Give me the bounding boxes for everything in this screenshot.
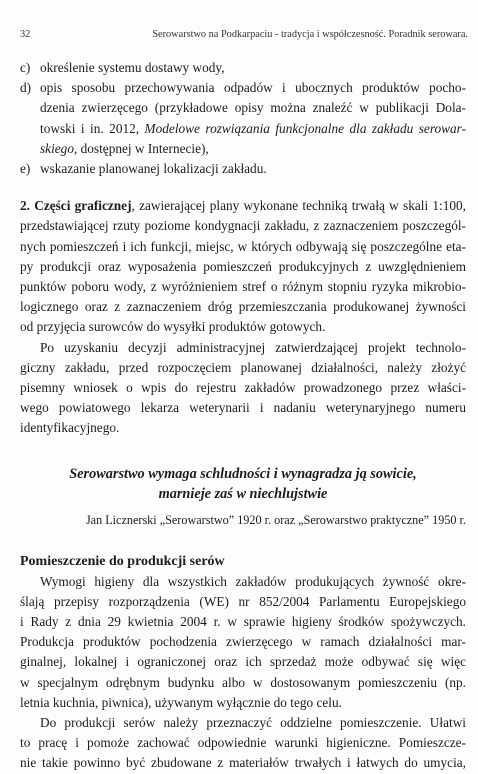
list-text: towski i in. 2012, <box>40 120 145 136</box>
paragraph-text: w specjalnym odrębnym budynku albo w dostosowanym pomieszczeniu (np. <box>20 674 466 690</box>
paragraph-text: to pracę i pomoże zachować odpowiednie warunki higieniczne. Pomieszcze- <box>20 735 466 751</box>
running-title: Serowarstwo na Podkarpaciu - tradycja i współczesność. Poradnik serowara. <box>152 29 468 40</box>
paragraph-text: i Rady z dnia 29 kwietnia 2004 r. w sprawie higieny środków spożywczych. <box>20 614 466 630</box>
list-item-c <box>20 58 466 78</box>
list-text: wskazanie planowanej lokalizacji zakładu. <box>40 161 267 177</box>
paragraph-text: identyfikacyjnego. <box>20 420 120 436</box>
paragraph-text: giczny zakładu, przed rozpoczęciem planowanej działalności, należy złożyć <box>20 359 466 375</box>
paragraph-text: , zawierającej plany wykonane techniką trwałą w skali 1:100, <box>131 198 466 214</box>
paragraph-text: py produkcji oraz wyposażenia pomieszczeń produkcyjnych z uwzględnieniem <box>20 258 466 274</box>
paragraph-text: Do produkcji serów należy przeznaczyć oddzielne pomieszczenie. Ułatwi <box>40 715 466 731</box>
paragraph-text: nych pomieszczeń i ich funkcji, miejsc, w których odbywają się poszczególne eta- <box>20 238 466 254</box>
paragraph-text: Wymogi higieny dla wszystkich zakładów produkujących żywność okre- <box>40 573 466 589</box>
paragraph-text: pisemny wniosek o wpis do rejestru zakładów prowadzonego przez właści- <box>20 380 466 396</box>
publication-title: skiego <box>40 140 74 156</box>
paragraph-text: logicznego oraz z zaznaczeniem dróg przemieszczania produkowanej żywności <box>20 299 466 315</box>
list-item-e <box>20 159 466 179</box>
section-paragraph-2 <box>20 713 466 774</box>
paragraph-text: ginalnej, lokalnej i ograniczonej oraz ich sprzedaż może odbywać się więc <box>20 654 466 670</box>
section-heading: Pomieszczenie do produkcji serów <box>20 553 225 569</box>
paragraph-text: punktów poboru wody, z wyróżnieniem stref o różnym stopniu ryzyka mikrobio- <box>20 279 466 295</box>
quote-line: marnieje zaś w niechlujstwie <box>158 485 328 502</box>
list-label: d) <box>20 80 32 96</box>
paragraph-text: Po uzyskaniu decyzji administracyjnej zatwierdzającej projekt technolo- <box>40 339 466 355</box>
list-text: dzenia zwierzęcego (przykładowe opisy można znaleźć w publikacji Dola- <box>40 100 466 116</box>
paragraph-lead: 2. Części graficznej <box>20 198 132 214</box>
list-text: , dostępnej w Internecie), <box>73 140 209 156</box>
paragraph-text: ślają przepisy rozporządzenia (WE) nr 852/2004 Parlamentu Europejskiego <box>20 593 466 609</box>
graphics-paragraph <box>20 196 466 337</box>
quote-attribution: Jan Licznerski „Serowarstwo” 1920 r. oraz „Serowarstwo praktyczne” 1950 r. <box>85 512 466 527</box>
list-text: opis sposobu przechowywania odpadów i ubocznych produktów pocho- <box>40 80 466 96</box>
paragraph-text: od przyjęcia surowców do wysyłki produktów gotowych. <box>20 319 326 335</box>
list-label: e) <box>20 161 31 177</box>
list-label: c) <box>20 60 31 75</box>
paragraph-text: letnia kuchnia, piwnica), używanym wyłącznie do tego celu. <box>20 694 342 710</box>
list-text: określenie systemu dostawy wody, <box>40 60 225 75</box>
page-number: 32 <box>20 29 31 40</box>
page-header <box>20 29 468 43</box>
list-item-d <box>20 78 466 159</box>
quote-line: Serowarstwo wymaga schludności i wynagradza ją sowicie, <box>69 465 417 482</box>
decision-paragraph <box>20 338 466 439</box>
paragraph-text: Produkcja produktów pochodzenia zwierzęcego w ramach działalności mar- <box>20 634 466 650</box>
paragraph-text: przedstawiającej rzuty poziome kondygnacji zakładu, z zaznaczeniem poszczegól- <box>20 218 466 234</box>
quote-block <box>20 464 466 528</box>
page-body <box>20 58 466 774</box>
paragraph-text: wego powiatowego lekarza weterynarii i nadaniu weterynaryjnego numeru <box>20 400 466 416</box>
paragraph-text: nie takie powinno być zbudowane z materiałów trwałych i łatwych do umycia, <box>20 755 466 771</box>
publication-title: Modelowe rozwiązania funkcjonalne dla zakładu serowar- <box>144 120 466 136</box>
section-paragraph-1 <box>20 572 466 713</box>
